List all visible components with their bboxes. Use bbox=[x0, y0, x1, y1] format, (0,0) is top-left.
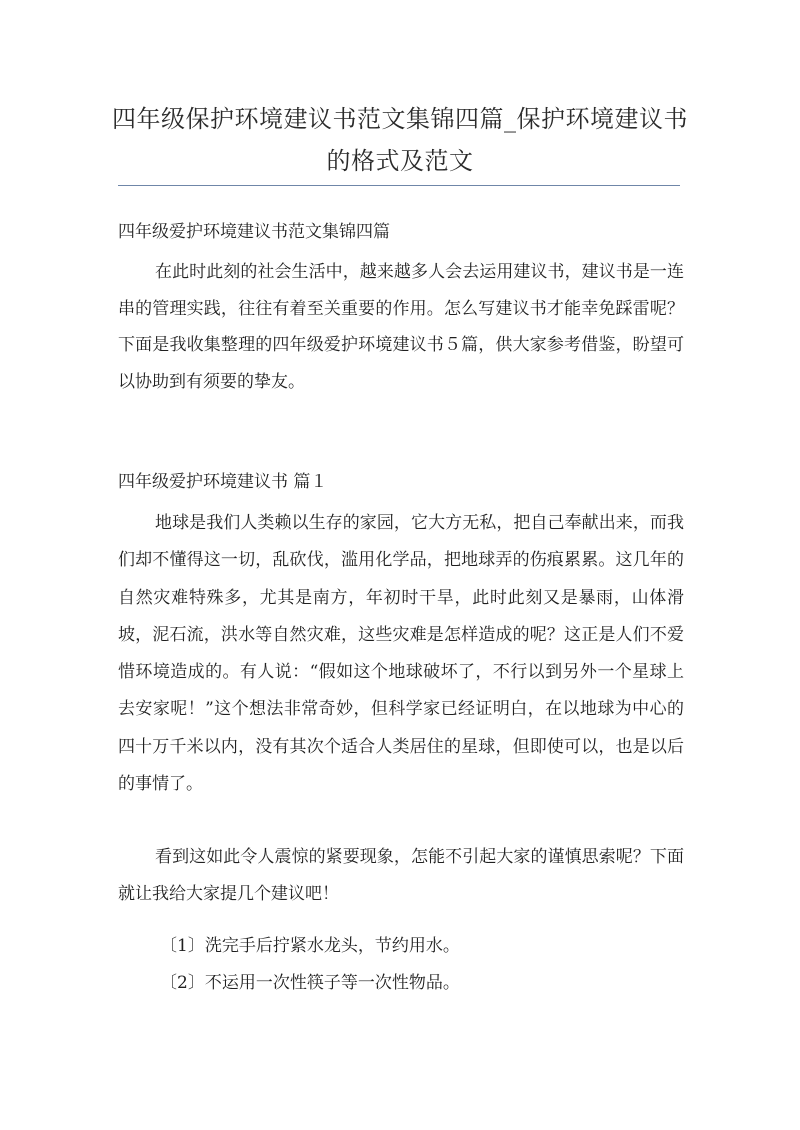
list-item: 〔1〕洗完手后拧紧水龙头，节约用水。 bbox=[160, 936, 460, 956]
letter-heading: 四年级爱护环境建议书 篇１ bbox=[118, 472, 328, 492]
title-divider bbox=[118, 185, 680, 186]
list-item: 〔2〕不运用一次性筷子等一次性物品。 bbox=[160, 973, 460, 993]
intro-paragraph: 在此时此刻的社会生活中，越来越多人会去运用建议书，建议书是一连串的管理实践，往往有着至关重要的作用。怎么写建议书才能幸免踩雷呢？下面是我收集整理的四年级爱护环境建议书５篇，供大家参考借鉴，盼望可以协助到有须要的挚友。 bbox=[118, 262, 684, 392]
body-paragraph-1: 地球是我们人类赖以生存的家园，它大方无私，把自己奉献出来，而我们却不懂得这一切，乱砍伐，滥用化学品，把地球弄的伤痕累累。这几年的自然灾难特殊多，尤其是南方，年初时干旱，此时此刻又是暴雨，山体滑坡，泥石流，洪水等自然灾难，这些灾难是怎样造成的呢？这正是人们不爱惜环境造成的。有人说：“假如这个地球破坏了，不行以到另外一个星球上去安家呢！”这个想法非常奇妙，但科学家已经证明白，在以地球为中心的四十万千米以内，没有其次个适合人类居住的星球，但即使可以，也是以后的事情了。 bbox=[118, 513, 684, 795]
document-title: 四年级保护环境建议书范文集锦四篇_保护环境建议书的格式及范文 bbox=[112, 105, 688, 175]
body-paragraph-2: 看到这如此令人震惊的紧要现象，怎能不引起大家的谨慎思索呢？下面就让我给大家提几个建议吧！ bbox=[118, 847, 684, 905]
section-heading: 四年级爱护环境建议书范文集锦四篇 bbox=[118, 222, 390, 242]
